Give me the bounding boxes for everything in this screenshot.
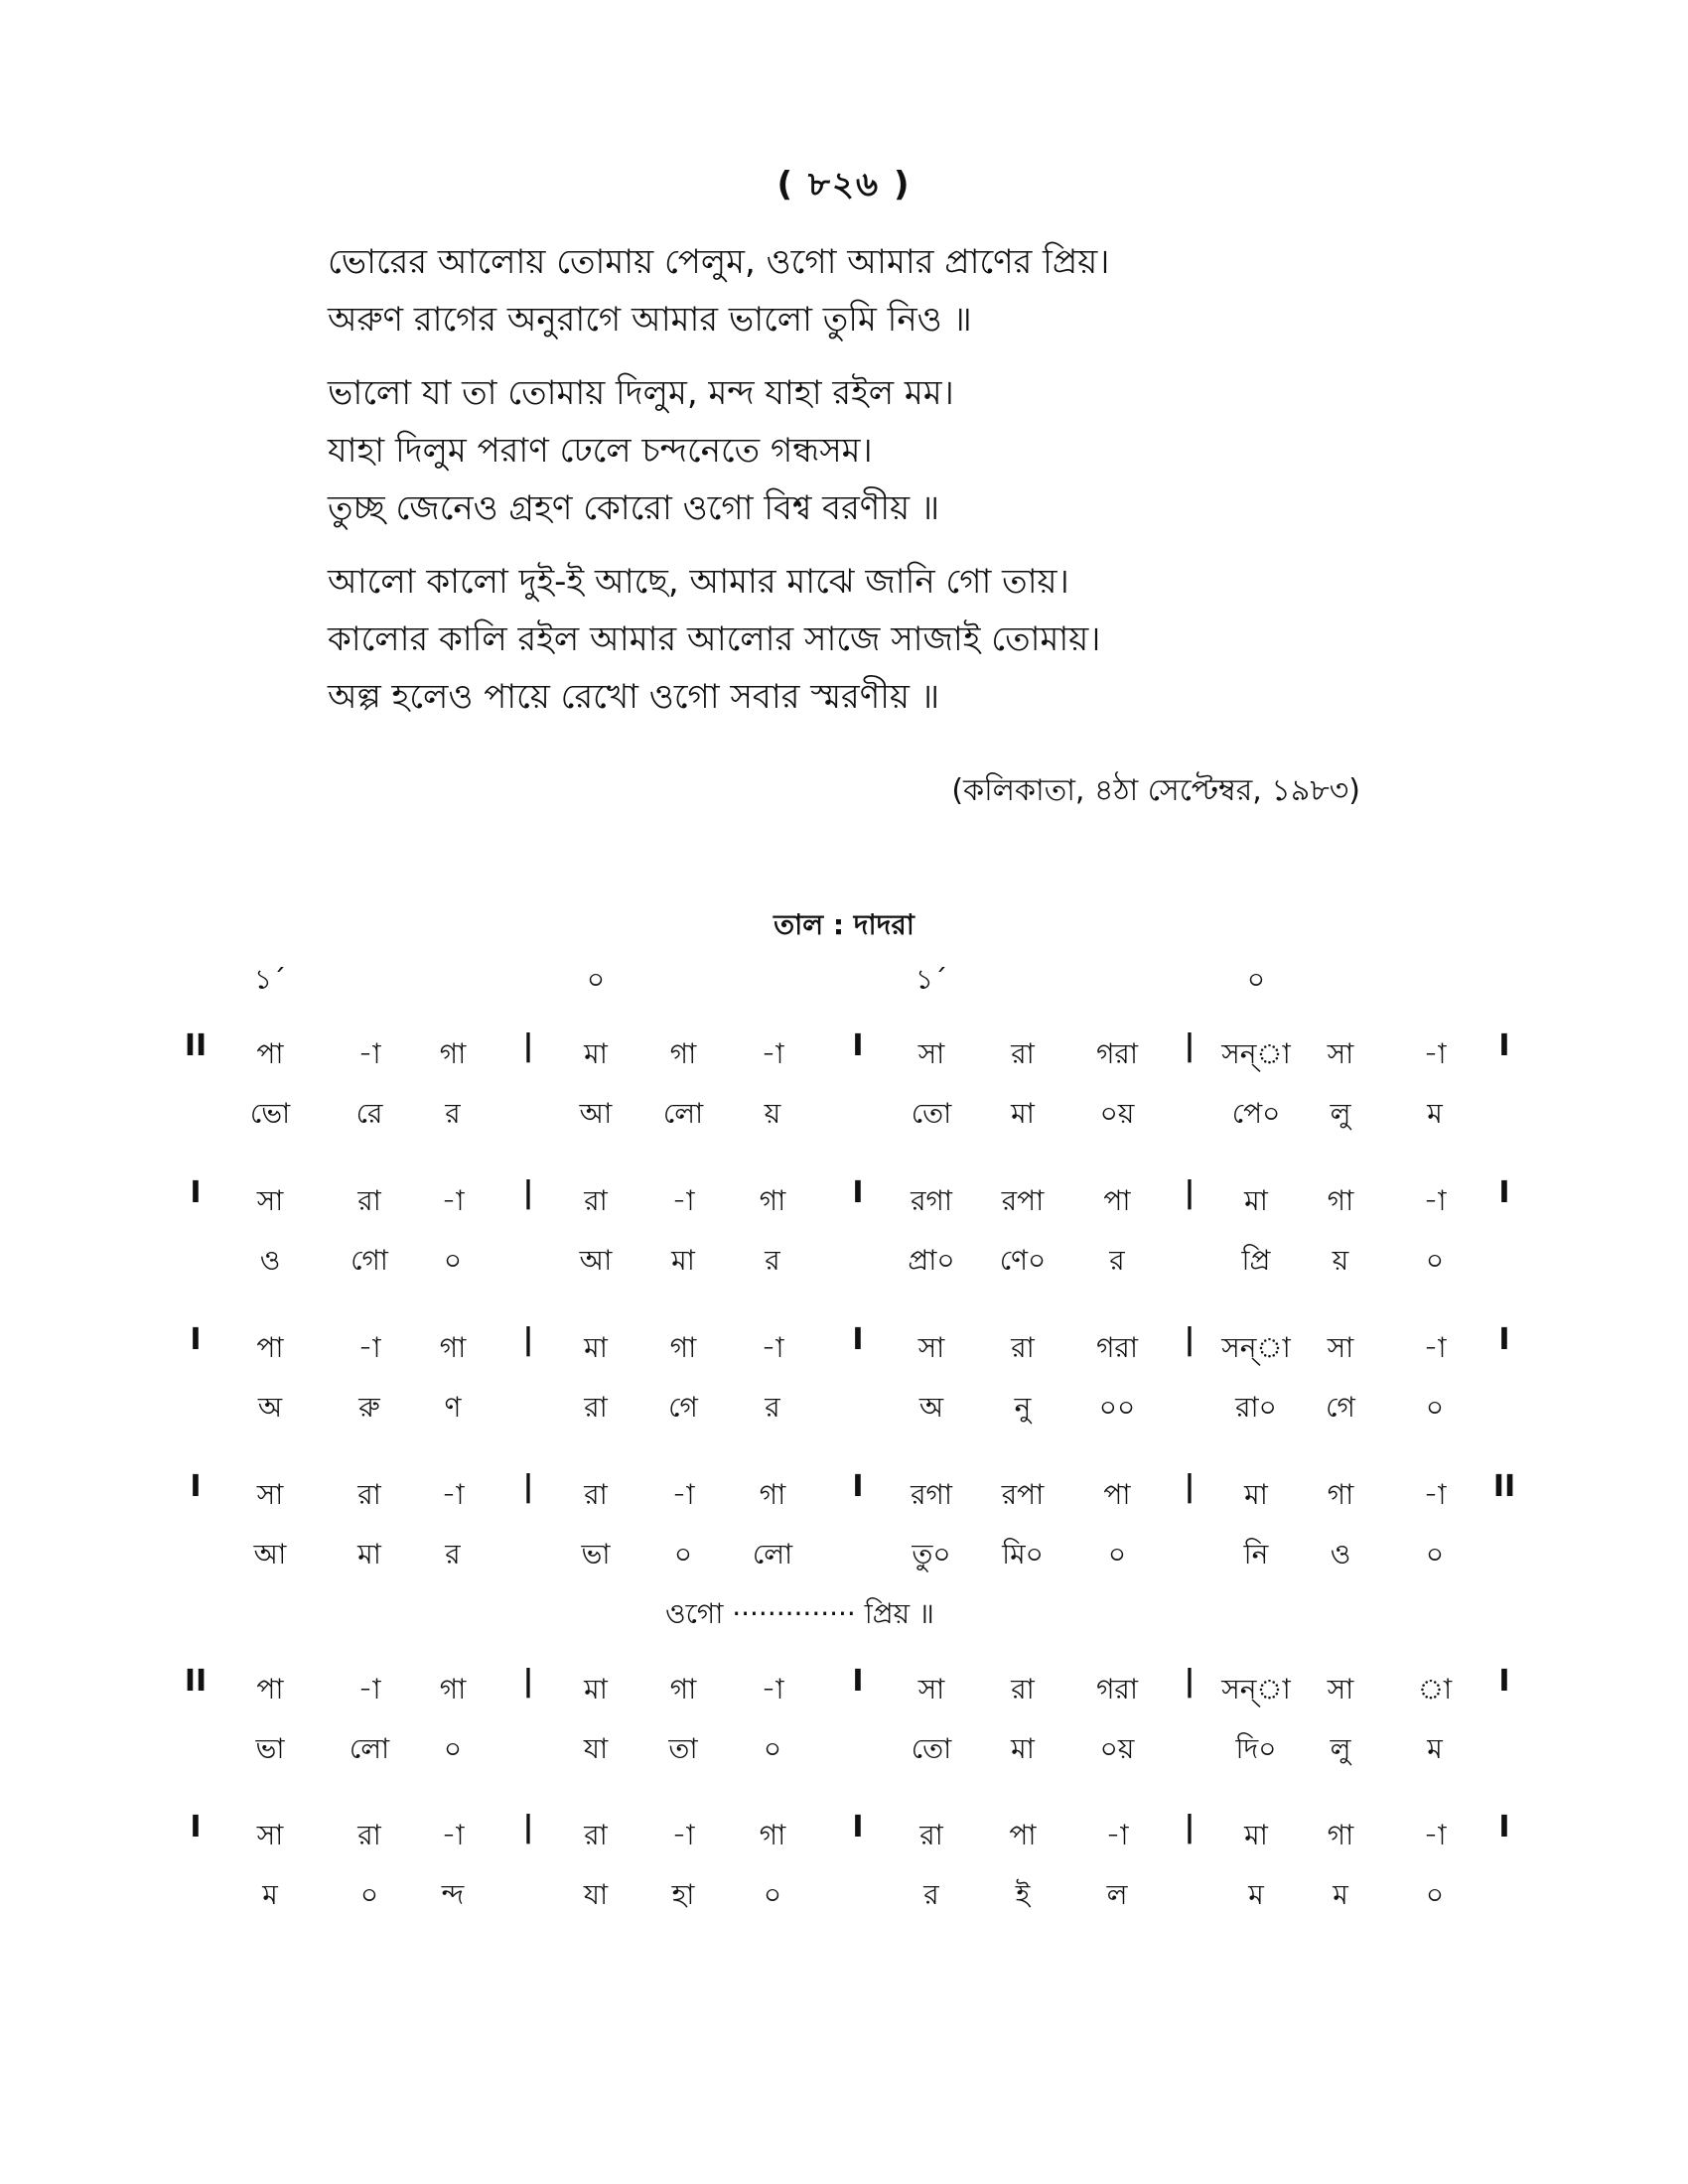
- swara-note: সা: [1327, 1673, 1354, 1706]
- swara-note: মা: [1244, 1184, 1268, 1217]
- lyric-syllable: ম: [1427, 1732, 1443, 1765]
- poem-line: ভোরের আলোয় তোমায় পেলুম, ওগো আমার প্রাণের প্রিয়।: [328, 242, 1110, 282]
- lyric-syllable: মা: [357, 1538, 381, 1570]
- swara-note: া: [1417, 1673, 1453, 1706]
- lyric-syllable: হা: [671, 1878, 695, 1911]
- swara-note: গা: [669, 1331, 697, 1364]
- lyric-syllable: অ: [257, 1391, 283, 1424]
- swara-note: রা: [584, 1819, 608, 1851]
- bar-line: |: [522, 1664, 534, 1699]
- lyric-syllable: ০: [443, 1244, 463, 1277]
- page-number: ( ৮২৬ ): [776, 165, 912, 205]
- lyric-syllable: ও: [259, 1244, 281, 1277]
- swara-note: -া: [357, 1331, 381, 1364]
- swara-note: সা: [917, 1037, 945, 1070]
- lyric-syllable: লু: [1330, 1732, 1351, 1765]
- swara-note: -া: [1423, 1819, 1447, 1851]
- swara-note: -া: [357, 1037, 381, 1070]
- lyric-syllable: তা: [668, 1732, 698, 1765]
- swara-note: রা: [1011, 1331, 1035, 1364]
- swara-note: সন্া: [1221, 1037, 1291, 1070]
- poem-line: যাহা দিলুম পরাণ ঢেলে চন্দনেতে গন্ধসম।: [328, 431, 873, 471]
- swara-note: পা: [256, 1673, 284, 1706]
- swara-note: পা: [1009, 1819, 1037, 1851]
- swara-note: -া: [441, 1819, 465, 1851]
- bar-line: |: [522, 1469, 534, 1504]
- bar-line: |: [1184, 1664, 1196, 1699]
- poem-line: অল্প হলেও পায়ে রেখো ওগো সবার স্মরণীয় ॥: [328, 677, 940, 717]
- lyric-syllable: ভা: [255, 1732, 285, 1765]
- poem-line: আলো কালো দুই-ই আছে, আমার মাঝে জানি গো তায়।: [328, 562, 1069, 602]
- swara-note: গা: [1327, 1819, 1354, 1851]
- swara-note: -া: [357, 1673, 381, 1706]
- lyric-syllable: ই: [1015, 1878, 1031, 1911]
- lyric-syllable: ০: [359, 1878, 379, 1911]
- lyric-syllable: তো: [911, 1732, 952, 1765]
- lyric-syllable: ভো: [249, 1097, 291, 1130]
- bar-line: I: [1498, 1664, 1510, 1699]
- swara-note: রা: [584, 1184, 608, 1217]
- swara-note: গা: [1327, 1184, 1354, 1217]
- swara-note: রা: [357, 1819, 381, 1851]
- bar-line: I: [1498, 1175, 1510, 1210]
- swara-note: সা: [1327, 1037, 1354, 1070]
- lyric-syllable: গো: [351, 1244, 388, 1277]
- swara-note: রা: [584, 1478, 608, 1511]
- lyric-syllable: রা০: [1235, 1391, 1277, 1424]
- lyric-syllable: ম: [1427, 1097, 1443, 1130]
- swara-note: রা: [919, 1819, 943, 1851]
- swara-note: পা: [256, 1037, 284, 1070]
- swara-note: মা: [584, 1673, 608, 1706]
- lyric-syllable: ণে০: [999, 1244, 1047, 1277]
- lyric-syllable: লু: [1330, 1097, 1351, 1130]
- lyric-syllable: য়: [1332, 1244, 1349, 1277]
- bar-line: |: [1184, 1469, 1196, 1504]
- lyric-syllable: ম: [1333, 1878, 1348, 1911]
- lyric-syllable: র: [445, 1097, 461, 1130]
- bar-line: I: [852, 1664, 864, 1699]
- swara-note: -া: [761, 1331, 784, 1364]
- bar-line: I: [190, 1175, 202, 1210]
- swara-note: গা: [439, 1331, 467, 1364]
- swara-note: মা: [1244, 1478, 1268, 1511]
- lyric-syllable: যা: [583, 1732, 609, 1765]
- swara-note: গা: [759, 1478, 786, 1511]
- lyric-syllable: ০য়: [1099, 1732, 1135, 1765]
- bar-line: I: [852, 1028, 864, 1063]
- swara-note: রা: [1011, 1673, 1035, 1706]
- lyric-syllable: যা: [583, 1878, 609, 1911]
- lyric-syllable: য়: [764, 1097, 781, 1130]
- swara-note: গা: [669, 1673, 697, 1706]
- swara-note: -া: [671, 1478, 695, 1511]
- bar-line: |: [522, 1175, 534, 1210]
- tala-mark: ০: [586, 963, 606, 996]
- swara-note: পা: [256, 1331, 284, 1364]
- swara-note: রা: [357, 1478, 381, 1511]
- swara-note: -া: [671, 1819, 695, 1851]
- lyric-syllable: তু০: [912, 1538, 951, 1570]
- lyric-syllable: ম: [262, 1878, 278, 1911]
- bar-line: I: [1498, 1322, 1510, 1357]
- lyric-syllable: রু: [358, 1391, 380, 1424]
- bar-line: |: [1184, 1175, 1196, 1210]
- swara-note: সা: [917, 1331, 945, 1364]
- swara-note: গা: [439, 1673, 467, 1706]
- lyric-syllable: রা: [584, 1391, 608, 1424]
- poem-line: কালোর কালি রইল আমার আলোর সাজে সাজাই তোমায়।: [328, 619, 1101, 659]
- bar-line: I: [190, 1810, 202, 1844]
- poem-line: অরুণ রাগের অনুরাগে আমার ভালো তুমি নিও ॥: [328, 300, 972, 340]
- swara-note: -া: [1423, 1478, 1447, 1511]
- swara-note: রা: [357, 1184, 381, 1217]
- swara-note: গরা: [1096, 1673, 1138, 1706]
- swara-note: -া: [1423, 1184, 1447, 1217]
- swara-note: সা: [1327, 1331, 1354, 1364]
- lyric-syllable: প্রি: [1241, 1244, 1271, 1277]
- lyric-syllable: আ: [579, 1097, 613, 1130]
- lyric-syllable: ন্দ: [441, 1878, 465, 1911]
- bar-line: |: [1184, 1028, 1196, 1063]
- swara-note: রপা: [1001, 1184, 1045, 1217]
- lyric-syllable: অ: [918, 1391, 944, 1424]
- lyric-syllable: লো: [662, 1097, 704, 1130]
- bar-line: I: [1498, 1810, 1510, 1844]
- lyric-syllable: ০: [1425, 1391, 1445, 1424]
- lyric-syllable: গে: [668, 1391, 698, 1424]
- bar-line: II: [184, 1028, 208, 1063]
- lyric-syllable: ০য়: [1099, 1097, 1135, 1130]
- swara-note: গা: [759, 1184, 786, 1217]
- bar-line: I: [852, 1469, 864, 1504]
- swara-note: সন্া: [1221, 1331, 1291, 1364]
- lyric-syllable: ০: [1107, 1538, 1127, 1570]
- lyric-syllable: র: [923, 1878, 939, 1911]
- swara-note: গরা: [1096, 1331, 1138, 1364]
- lyric-syllable: র: [765, 1391, 780, 1424]
- lyric-syllable: ০: [1425, 1538, 1445, 1570]
- lyric-syllable: নু: [1014, 1391, 1032, 1424]
- bar-line: II: [184, 1664, 208, 1699]
- tala-mark: ১´: [914, 963, 948, 996]
- lyric-syllable: প্রা০: [908, 1244, 955, 1277]
- lyric-syllable: আ: [579, 1244, 613, 1277]
- swara-note: গা: [1327, 1478, 1354, 1511]
- swara-note: পা: [1103, 1184, 1131, 1217]
- swara-note: -া: [671, 1184, 695, 1217]
- bar-line: II: [1492, 1469, 1516, 1504]
- swara-note: গা: [669, 1037, 697, 1070]
- bar-line: |: [522, 1810, 534, 1844]
- lyric-syllable: ণ: [444, 1391, 462, 1424]
- bar-line: I: [852, 1175, 864, 1210]
- lyric-syllable: আ: [253, 1538, 287, 1570]
- lyric-syllable: তো: [911, 1097, 952, 1130]
- lyric-syllable: ০: [1425, 1244, 1445, 1277]
- lyric-syllable: মা: [1011, 1097, 1035, 1130]
- poem-line: তুচ্ছ জেনেও গ্রহণ কোরো ওগো বিশ্ব বরণীয় ॥: [328, 488, 940, 528]
- swara-note: গা: [439, 1037, 467, 1070]
- swara-note: রপা: [1001, 1478, 1045, 1511]
- lyric-syllable: র: [445, 1538, 461, 1570]
- lyric-syllable: ০: [763, 1878, 782, 1911]
- bar-line: I: [852, 1810, 864, 1844]
- bar-line: I: [190, 1322, 202, 1357]
- swara-note: মা: [584, 1037, 608, 1070]
- bar-line: |: [1184, 1322, 1196, 1357]
- swara-note: রগা: [911, 1184, 952, 1217]
- lyric-syllable: পে০: [1231, 1097, 1281, 1130]
- bar-line: I: [190, 1469, 202, 1504]
- bar-line: I: [852, 1322, 864, 1357]
- swara-note: মা: [584, 1331, 608, 1364]
- tal-label: তাল : দাদরা: [774, 908, 914, 941]
- lyric-syllable: লো: [752, 1538, 793, 1570]
- lyric-syllable: ও: [1330, 1538, 1351, 1570]
- bar-line: I: [1498, 1028, 1510, 1063]
- swara-note: সা: [256, 1819, 284, 1851]
- swara-note: -া: [441, 1478, 465, 1511]
- lyric-syllable: ০: [443, 1732, 463, 1765]
- lyric-syllable: ০০: [1098, 1391, 1136, 1424]
- lyric-syllable: দি০: [1235, 1732, 1277, 1765]
- lyric-syllable: ভা: [581, 1538, 611, 1570]
- swara-note: মা: [1244, 1819, 1268, 1851]
- lyric-syllable: গে: [1326, 1391, 1355, 1424]
- swara-note: রা: [1011, 1037, 1035, 1070]
- lyric-syllable: ০: [763, 1732, 782, 1765]
- swara-note: -া: [761, 1037, 784, 1070]
- swara-note: -া: [761, 1673, 784, 1706]
- swara-note: সা: [256, 1478, 284, 1511]
- swara-note: সা: [917, 1673, 945, 1706]
- bar-line: |: [522, 1322, 534, 1357]
- swara-note: গা: [759, 1819, 786, 1851]
- lyric-syllable: ০: [673, 1538, 693, 1570]
- lyric-syllable: মি০: [1002, 1538, 1044, 1570]
- lyric-syllable: মা: [671, 1244, 695, 1277]
- swara-note: -া: [1105, 1819, 1129, 1851]
- swara-note: রগা: [911, 1478, 952, 1511]
- lyric-syllable: ম: [1248, 1878, 1264, 1911]
- swara-note: -া: [441, 1184, 465, 1217]
- lyric-syllable: রে: [355, 1097, 383, 1130]
- lyric-syllable: ল: [1106, 1878, 1128, 1911]
- lyric-syllable: ০: [1425, 1878, 1445, 1911]
- bar-line: |: [522, 1028, 534, 1063]
- swara-note: গরা: [1096, 1037, 1138, 1070]
- bar-line: |: [1184, 1810, 1196, 1844]
- poem-date: (কলিকাতা, ৪ঠা সেপ্টেম্বর, ১৯৮৩): [951, 773, 1360, 808]
- swara-note: -া: [1423, 1331, 1447, 1364]
- lyric-syllable: র: [1109, 1244, 1125, 1277]
- lyric-syllable: মা: [1011, 1732, 1035, 1765]
- tala-mark: ১´: [253, 963, 287, 996]
- poem-line: ভালো যা তা তোমায় দিলুম, মন্দ যাহা রইল মম।: [328, 373, 954, 413]
- swara-note: পা: [1103, 1478, 1131, 1511]
- lyric-syllable: লো: [349, 1732, 390, 1765]
- lyric-syllable: র: [765, 1244, 780, 1277]
- lyric-syllable: নি: [1243, 1538, 1269, 1570]
- swara-note: সা: [256, 1184, 284, 1217]
- tala-mark: ০: [1246, 963, 1266, 996]
- interlude-line: ওগো ·············· প্রিয় ॥: [665, 1597, 934, 1630]
- swara-note: সন্া: [1221, 1673, 1291, 1706]
- swara-note: -া: [1423, 1037, 1447, 1070]
